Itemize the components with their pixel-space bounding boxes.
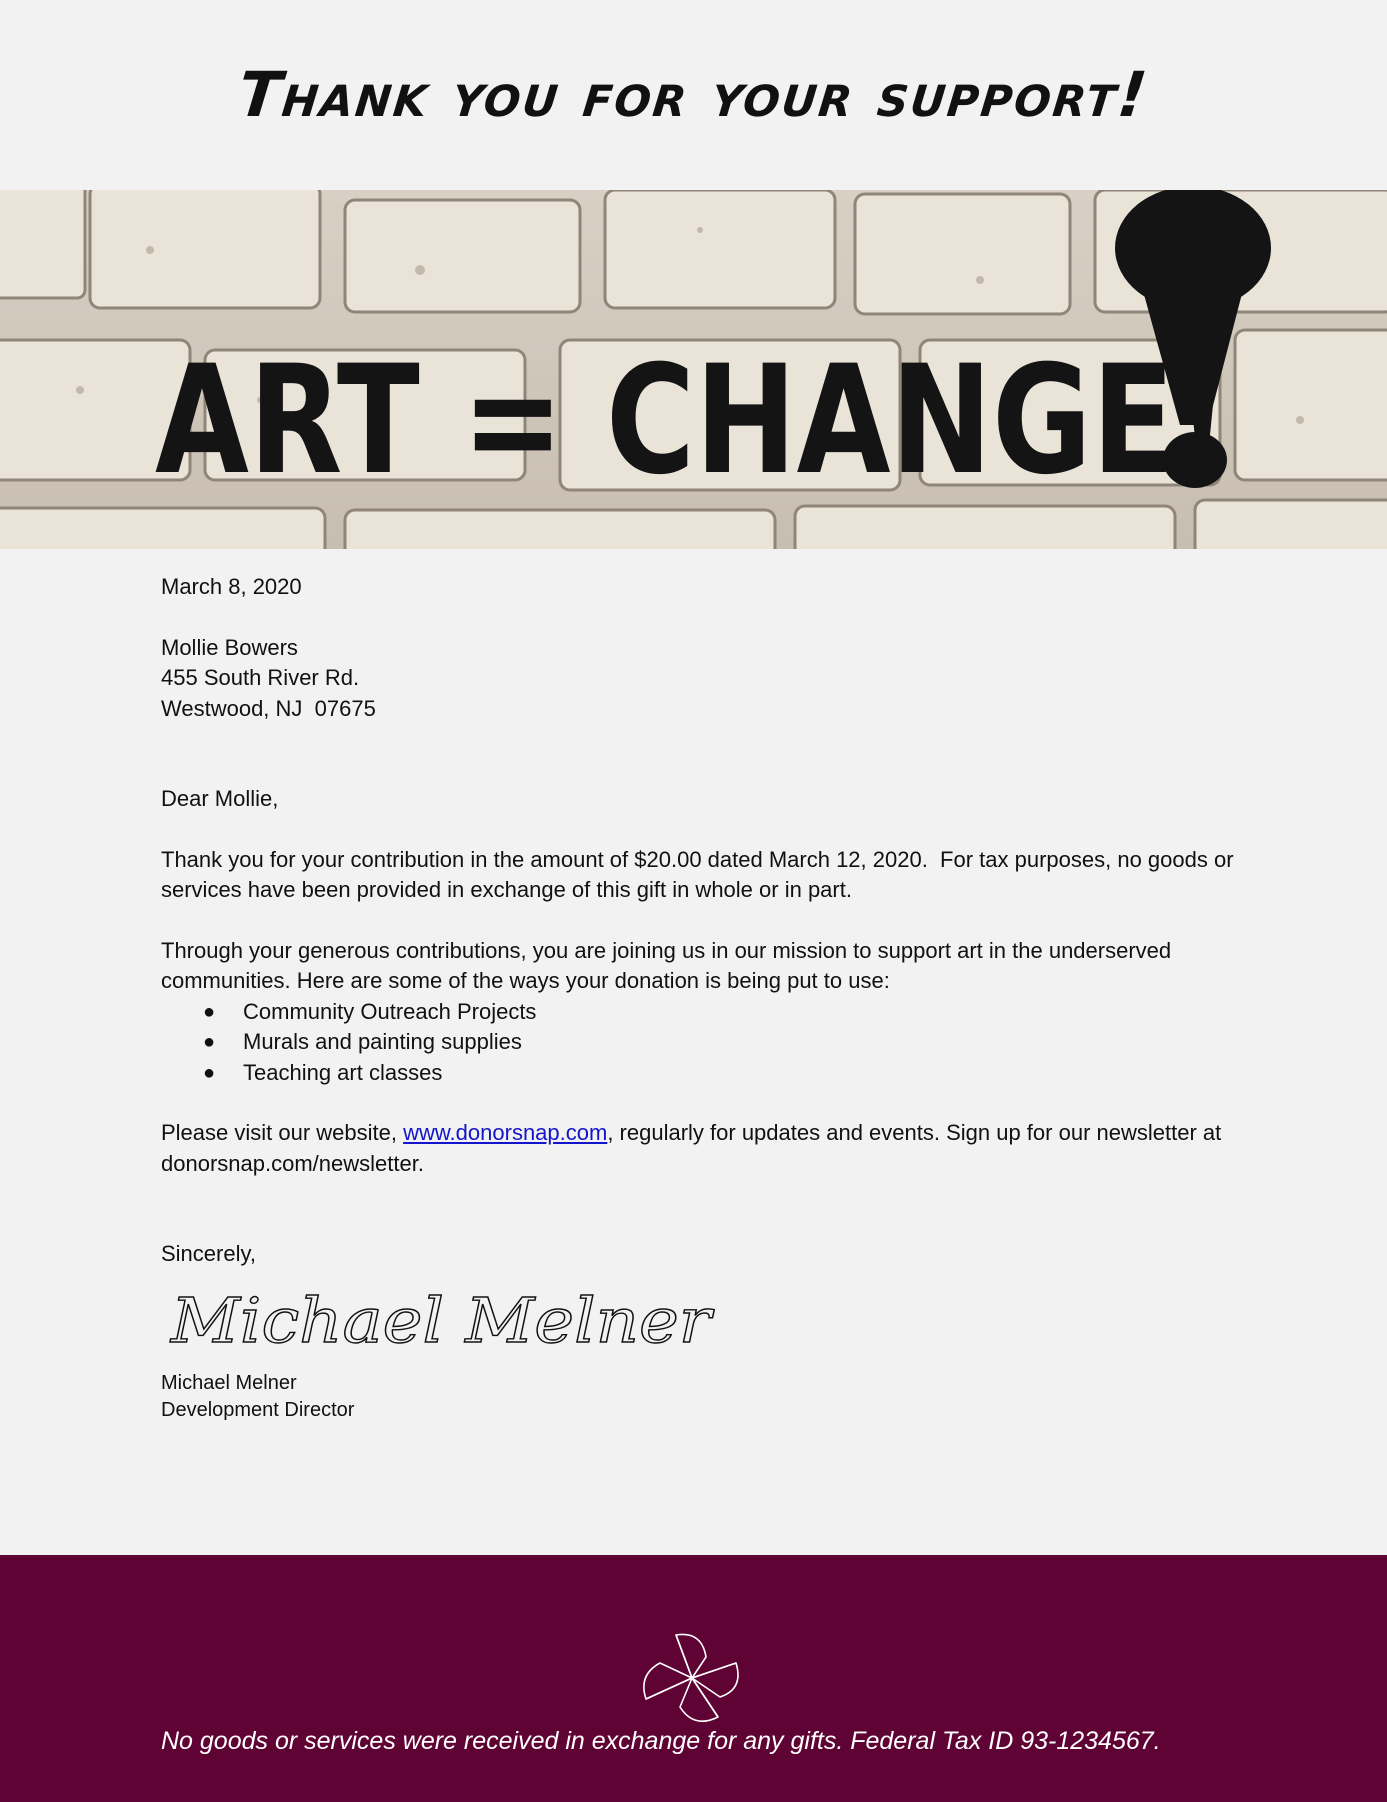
signature-script: Michael Melner: [169, 1284, 715, 1357]
recipient-city: Westwood, NJ 07675: [161, 695, 376, 721]
bullet-icon: ●: [203, 1061, 216, 1084]
bullet-icon: ●: [203, 1000, 216, 1023]
signer-name: Michael Melner: [161, 1372, 297, 1394]
list-item: ● Teaching art classes: [161, 1058, 1241, 1089]
recipient-street: 455 South River Rd.: [161, 665, 360, 690]
website-link[interactable]: www.donorsnap.com: [403, 1120, 608, 1145]
signature: [165, 1282, 725, 1362]
signer-block: [161, 1370, 354, 1424]
page-title: Thank you for your support!: [234, 58, 1153, 131]
contribution-paragraph: Thank you for your contribution in the amount of $20.00 dated March 12, 2020. For tax purposes, no goods or services have been provided in exchange of this gift in whole or in part.: [161, 846, 1240, 902]
closing: Sincerely,: [161, 1241, 256, 1266]
mission-paragraph: Through your generous contributions, you are joining us in our mission to support art in the underserved communities. Here are some of the ways your donation is being put to use:: [161, 937, 1172, 993]
banner-graffiti-text: ART = CHANGE!: [155, 334, 1230, 508]
website-paragraph: Please visit our website, www.donorsnap.com, regularly for updates and events. Sign up for our newsletter at donorsnap.com/newsletter.: [161, 1120, 1222, 1176]
recipient-name: Mollie Bowers: [161, 634, 298, 660]
salutation: Dear Mollie,: [161, 786, 279, 811]
bullet-icon: ●: [203, 1031, 216, 1053]
footer: [0, 1555, 1387, 1802]
footer-disclaimer: No goods or services were received in exchange for any gifts. Federal Tax ID 93-1234567.: [161, 1727, 1161, 1755]
signer-title: Development Director: [161, 1399, 355, 1421]
letter-date: March 8, 2020: [161, 574, 302, 599]
banner-image: [0, 190, 1387, 549]
uses-list: [161, 997, 1241, 1089]
pinwheel-logo-icon: [636, 1629, 748, 1727]
list-item: ● Murals and painting supplies: [161, 1027, 1241, 1058]
list-item: ● Community Outreach Projects: [161, 997, 1241, 1028]
letter-body: [161, 572, 1241, 1270]
